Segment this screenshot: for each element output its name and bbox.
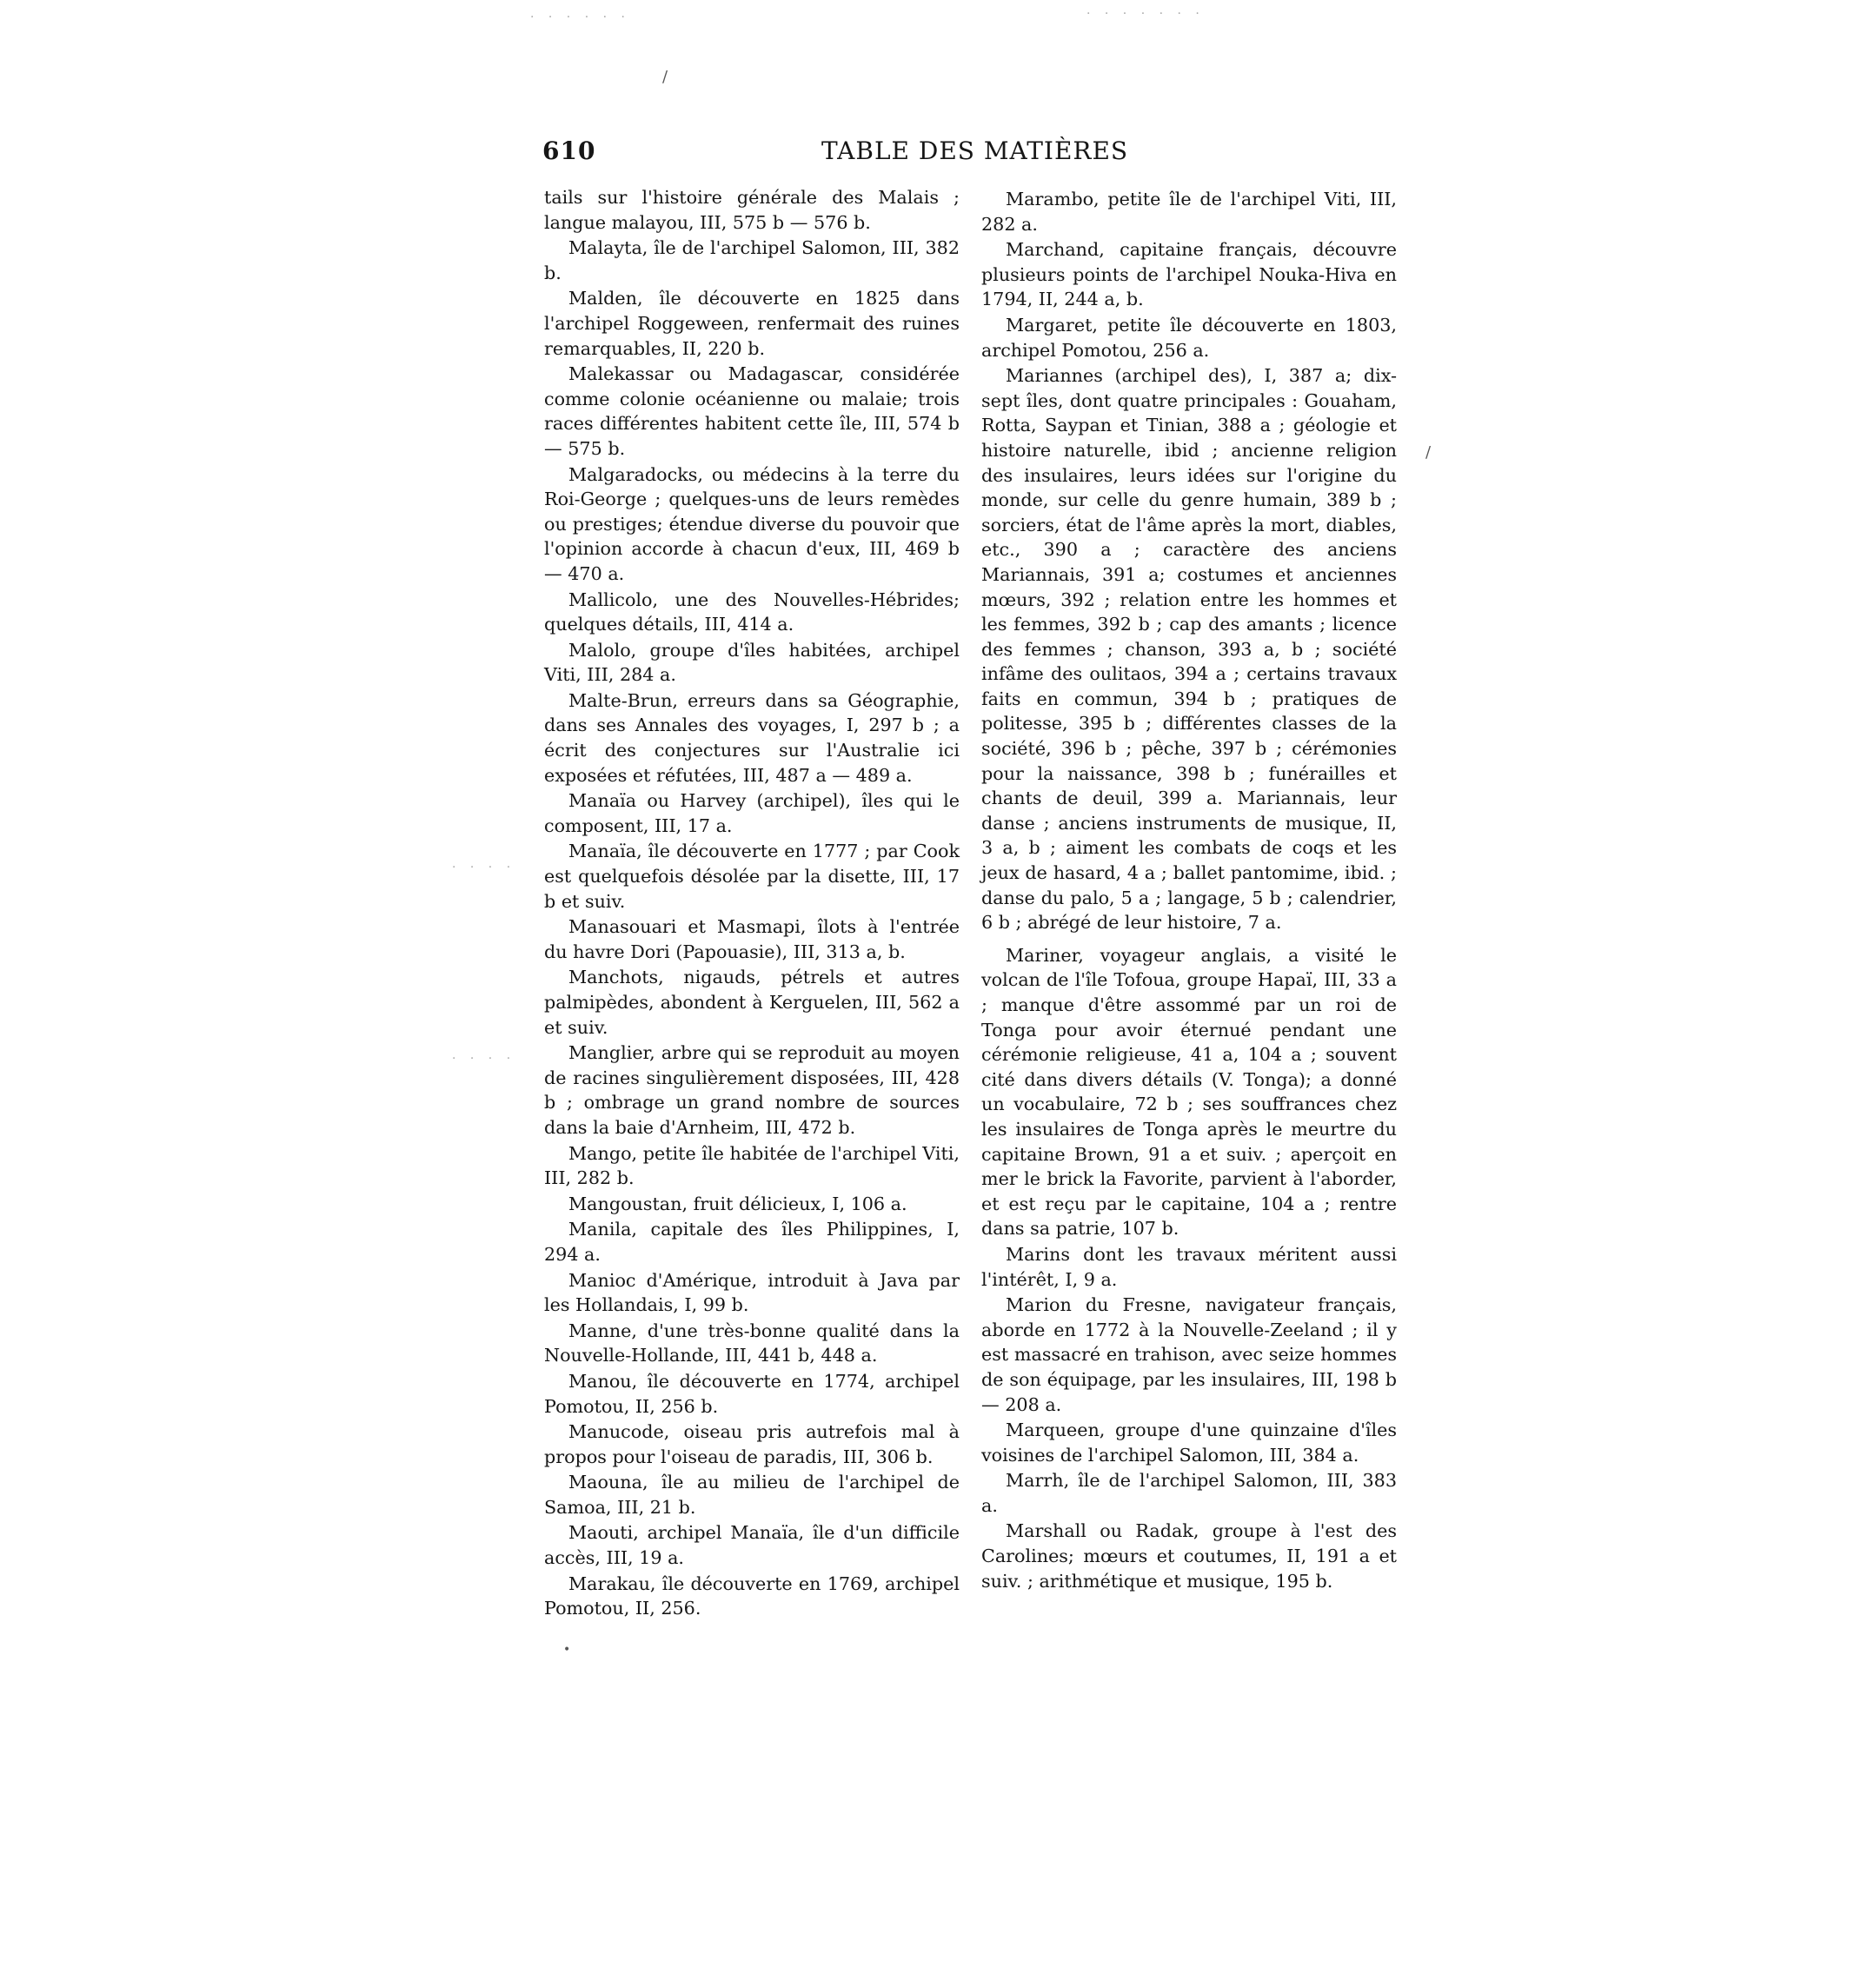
index-entry: Marchand, capitaine français, découvre plusieurs points de l'archipel Nouka-Hiva en 1794, II, 244 a, b. [981, 239, 1397, 310]
margin-mark: / [1425, 443, 1432, 462]
margin-mark: / [662, 68, 668, 86]
index-entry: Marshall ou Radak, groupe à l'est des Carolines; mœurs et coutumes, II, 191 a et suiv. ; arithmétique et musique, 195 b. [981, 1520, 1397, 1592]
index-entry: Marakau, île découverte en 1769, archipel Pomotou, II, 256. [544, 1572, 960, 1619]
index-entry: Manucode, oiseau pris autrefois mal à propos pour l'oiseau de paradis, III, 306 b. [544, 1421, 960, 1467]
index-entry: Malolo, groupe d'îles habitées, archipel Viti, III, 284 a. [544, 639, 960, 686]
index-entry: Manaïa, île découverte en 1777 ; par Cook est quelquefois désolée par la disette, III, 17 b et suiv. [544, 841, 960, 912]
index-entry: Maouna, île au milieu de l'archipel de Samoa, III, 21 b. [544, 1472, 960, 1518]
scan-artifact: · · · · · · [530, 10, 630, 24]
index-entry: Marqueen, groupe d'une quinzaine d'îles voisines de l'archipel Salomon, III, 384 a. [981, 1420, 1397, 1466]
entry-spacer [981, 936, 1397, 943]
index-entry: Malden, île découverte en 1825 dans l'archipel Roggeween, renfermait des ruines remarquables, II, 220 b. [544, 288, 960, 359]
index-entry: Malgaradocks, ou médecins à la terre du Roi-George ; quelques-uns de leurs remèdes ou prestiges; étendue diverse du pouvoir que l'opinion accorde à chacun d'eux, III, 469 b — 470 a. [544, 463, 960, 584]
page-number: 610 [542, 136, 596, 165]
index-entry: Marins dont les travaux méritent aussi l'intérêt, I, 9 a. [981, 1243, 1397, 1290]
index-column-right [981, 185, 1397, 1594]
index-entry: Manchots, nigauds, pétrels et autres palmipèdes, abondent à Kerguelen, III, 562 a et suiv. [544, 967, 960, 1038]
margin-mark: • [563, 1643, 571, 1657]
index-entry: Maouti, archipel Manaïa, île d'un difficile accès, III, 19 a. [544, 1522, 960, 1569]
index-entry: Manaïa ou Harvey (archipel), îles qui le composent, III, 17 a. [544, 790, 960, 836]
running-title: TABLE DES MATIÈRES [821, 136, 1129, 165]
index-entry: Malayta, île de l'archipel Salomon, III, 382 b. [544, 237, 960, 283]
scan-artifact: · · · · [452, 1052, 516, 1066]
index-column-left [544, 185, 960, 1622]
index-entry: Manglier, arbre qui se reproduit au moyen de racines singulièrement disposées, III, 428 b ; ombrage un grand nombre de sources dans la baie d'Arnheim, III, 472 b. [544, 1042, 960, 1138]
index-entry: Mariner, voyageur anglais, a visité le volcan de l'île Tofoua, groupe Hapaï, III, 33 a ; manque d'être assommé par un roi de Tonga pour avoir éternué pendant une cérémonie religieuse, 41 a, 104 a ; souvent cité dans divers détails (V. Tonga); a donné un vocabulaire, 72 b ; ses souffrances chez les insulaires de Tonga après le meurtre du capitaine Brown, 91 a et suiv. ; aperçoit en mer le brick la Favorite, parvient à l'aborder, et est reçu par le capitaine, 104 a ; rentre dans sa patrie, 107 b. [981, 944, 1397, 1240]
index-entry: Manasouari et Masmapi, îlots à l'entrée du havre Dori (Papouasie), III, 313 a, b. [544, 916, 960, 962]
index-entry: Manou, île découverte en 1774, archipel Pomotou, II, 256 b. [544, 1370, 960, 1417]
index-entry: Margaret, petite île découverte en 1803, archipel Pomotou, 256 a. [981, 314, 1397, 361]
scan-artifact: · · · · · · · [1086, 7, 1205, 21]
index-entry: Manila, capitale des îles Philippines, I, 294 a. [544, 1219, 960, 1265]
index-entry: Malekassar ou Madagascar, considérée comme colonie océanienne ou malaie; trois races différentes habitent cette île, III, 574 b — 575 b. [544, 363, 960, 459]
index-entry: Mango, petite île habitée de l'archipel Viti, III, 282 b. [544, 1142, 960, 1189]
index-entry: Marrh, île de l'archipel Salomon, III, 383 a. [981, 1470, 1397, 1516]
index-entry: Manne, d'une très-bonne qualité dans la Nouvelle-Hollande, III, 441 b, 448 a. [544, 1320, 960, 1366]
scan-artifact: · · · · [452, 861, 516, 874]
index-entry: Manioc d'Amérique, introduit à Java par les Hollandais, I, 99 b. [544, 1269, 960, 1316]
index-entry: Mariannes (archipel des), I, 387 a; dix-sept îles, dont quatre principales : Gouaham, Rotta, Saypan et Tinian, 388 a ; géologie et histoire naturelle, ibid ; ancienne religion des insulaires, leurs idées sur l'origine du monde, sur celle du genre humain, 389 b ; sorciers, état de l'âme après la mort, diables, etc., 390 a ; caractère des anciens Mariannais, 391 a; costumes et anciennes mœurs, 392 ; relation entre les hommes et les femmes, 392 b ; cap des amants ; licence des femmes ; chanson, 393 a, b ; société infâme des oulitaos, 394 a ; certains travaux faits en commun, 394 b ; pratiques de politesse, 395 b ; différentes classes de la société, 396 b ; pêche, 397 b ; cérémonies pour la naissance, 398 b ; funérailles et chants de deuil, 399 a. Mariannais, leur danse ; anciens instruments de musique, II, 3 a, b ; aiment les combats de coqs et les jeux de hasard, 4 a ; ballet pantomime, ibid. ; danse du palo, 5 a ; langage, 5 b ; calendrier, 6 b ; abrégé de leur histoire, 7 a. [981, 365, 1397, 934]
index-entry: Mallicolo, une des Nouvelles-Hébrides; quelques détails, III, 414 a. [544, 588, 960, 635]
index-entry: Marambo, petite île de l'archipel Viti, III, 282 a. [981, 189, 1397, 235]
index-entry: Mangoustan, fruit délicieux, I, 106 a. [568, 1193, 907, 1214]
index-entry: tails sur l'histoire générale des Malais ; langue malayou, III, 575 b — 576 b. [544, 187, 960, 233]
index-entry: Malte-Brun, erreurs dans sa Géographie, dans ses Annales des voyages, I, 297 b ; a écrit des conjectures sur l'Australie ici exposées et réfutées, III, 487 a — 489 a. [544, 689, 960, 786]
index-entry: Marion du Fresne, navigateur français, aborde en 1772 à la Nouvelle-Zeeland ; il y est massacré en trahison, avec seize hommes de son équipage, par les insulaires, III, 198 b — 208 a. [981, 1294, 1397, 1415]
